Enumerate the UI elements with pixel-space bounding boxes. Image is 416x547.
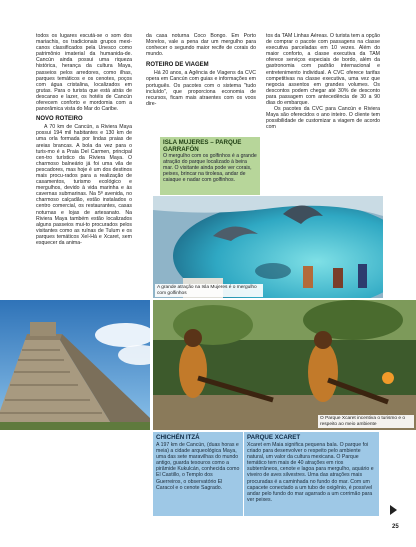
col2-para-2: Há 20 anos, a Agência de Viagens da CVC opera em Cancún com guias e informações em português. Os pacotes com o sistema "tudo incluído", que proporciona economia de recursos, ficam mais atraentes com os voos dire- — [146, 70, 256, 107]
col2-para-1: da casa noturna Coco Bongo. Em Porto Morelos, vale a pena dar um mergulho para conhecer o segundo maior recife de corais do mundo. — [146, 33, 256, 58]
isla-mujeres-title: ISLA MUJERES – PARQUE GARRAFÓN — [163, 139, 242, 153]
pyramid-photo — [0, 300, 150, 430]
dolphin-photo — [153, 196, 383, 298]
parque-xcaret-title: PARQUE XCARET — [247, 434, 301, 441]
column-3 — [266, 33, 380, 131]
dolphin-caption: A grande atração na Isla Mujeres é o mergulho com golfinhos — [155, 284, 263, 297]
chichen-itza-box — [153, 432, 243, 516]
isla-mujeres-box — [160, 137, 260, 195]
col3-para-2: Os pacotes da CVC para Cancún e Riviera Maya são oferecidos o ano inteiro. O cliente tem possibilidade de customizar a viagem de acordo com — [266, 106, 380, 131]
column-2 — [146, 33, 256, 107]
column-1 — [36, 33, 132, 246]
xcaret-photo-caption: O Parque Xcaret incentiva o turismo e o respeito ao meio ambiente — [318, 415, 414, 428]
chichen-itza-title: CHICHÉN ITZÁ — [156, 434, 200, 441]
next-page-arrow-icon — [390, 505, 397, 515]
chichen-itza-text: A 197 km de Cancún, (duas horas e meia) a cidade arqueológica Maya, uma das sete maravilhas do mundo antigo, guarda tesouros como a pirâmide Kukulcán, conhecida como El Castillo, o Templo dos Guerreiros, o observatório El Caracol e o cenote Sagrado. — [156, 442, 240, 491]
col3-para-1: tos da TAM Linhas Aéreas. O turista tem a opção de comprar o pacote com passagens na classe executiva parceladas em 10 vezes. Além do maior conforto, a classe executiva da TAM oferece serviços especiais de bordo, além da gastronomia com padrão internacional e entretenimento individual. A CVC oferece tarifas competitivas na classe executiva, uma vez que negocia assentos em grandes volumes. Os descontos podem chegar até 30% de desconto para passagem com antecedência de 30 a 90 dias do embarque. — [266, 33, 380, 107]
dolphin-photo-image — [153, 196, 383, 298]
col1-para-1: todos os lugares escutá-se o som dos mariachis, os tradicionais grupos mexi-canos classificados pela Unesco como patrimônio imaterial da humanida-de. Cancún ainda possui uma riqueza histórica, herança da cultura Maya, passeios pelos arredores, como ilhas, parques temáticos e os cenotes, poços com água cristalina, localizados em grutas. Para o turista que está atrás de descanso e lazer, os hotéis de Cancún oferecem conforto e mordomia com a panorâmica vista do Mar do Caribe. — [36, 33, 132, 113]
col1-heading: NOVO ROTEIRO — [36, 116, 83, 123]
parque-xcaret-text: Xcaret em Maia significa pequena baía. O parque foi criado para desenvolver o respeito pelo ambiente natural, um valor da cultura mexicana. O Parque temático tem mais de 40 atrações em rios subterrâneos, cenote e lagoa para mergulho, aquário e viveiro de aves silvestres. Uma das atrações mais procuradas é a caminhada no fundo do mar. Com um capacete conectado a um tubo de oxigênio, é possível andar pelo fundo do mar agarrado a um corrimão para ver peixes. — [247, 442, 374, 503]
xcaret-dancers-image — [153, 300, 416, 430]
isla-mujeres-text: O mergulho com os golfinhos é a grande atração do parque localizado à beira mar. O visitante ainda pode ver corais, peixes, brincar na tirolesa, andar de caiaque e nadar com golfinhos. — [163, 153, 257, 183]
pyramid-image — [0, 300, 150, 430]
col2-heading: ROTEIRO DE VIAGEM — [146, 62, 209, 69]
col1-para-2: A 70 km de Cancún, a Riviera Maya possui 194 mil habitantes e 130 km de uma orla formada por lindas praias de areias brancas. A bola da vez para o turis-mo é a Praia Del Carmen, principal cen-tro turístico da Riviera Maya. O charmoso balneário já foi uma vila de pescadores, mas hoje é um dos destinos mais procu-rados para a realização de casamentos, turismo ecológico e mergulhos, devido à vida marinha e às cavernas submarinas. Na 5ª avenida, no charmoso calçadão, estão instalados o centro comercial, os restaurantes, casas noturnas e lojas de artesanato. Na Riviera Maya também estão localizados alguns passeios mui-to procurados pelos visitantes como as ruínas de Tulum e os parques temáticos Xel-Há e Xcaret, sem esquecer da anima- — [36, 124, 132, 246]
page-number: 25 — [392, 524, 399, 530]
xcaret-photo — [153, 300, 416, 430]
parque-xcaret-box — [244, 432, 379, 516]
